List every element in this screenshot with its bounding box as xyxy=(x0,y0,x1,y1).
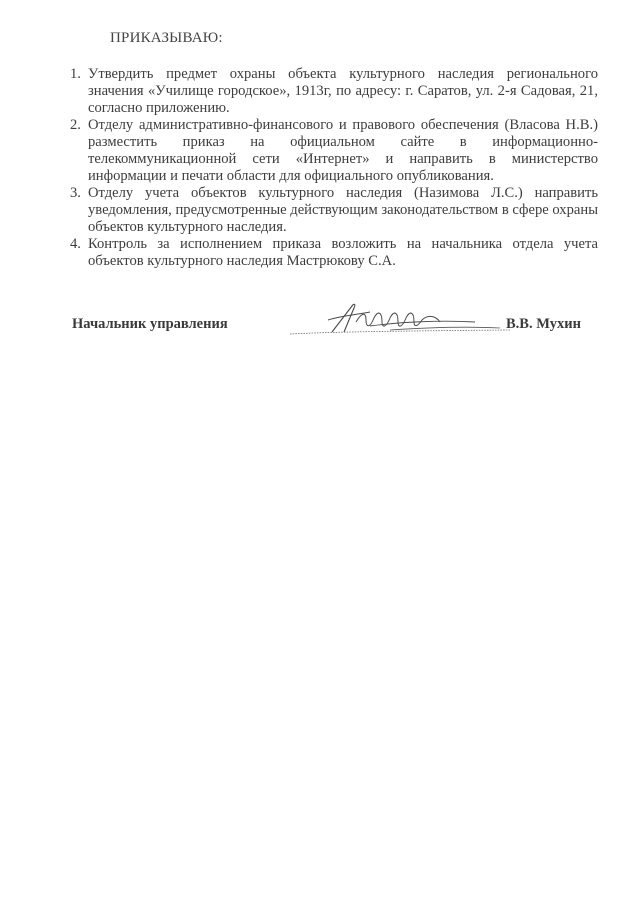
item-number: 2. xyxy=(70,117,81,133)
item-text: Отделу учета объектов культурного наследия (Назимова Л.С.) направить уведомления, предусмотренные действующим законодательством в сфере охраны объектов культурного наследия. xyxy=(88,185,598,235)
item-number: 4. xyxy=(70,236,81,252)
order-items-list xyxy=(70,66,598,270)
order-item xyxy=(70,236,598,270)
order-heading: ПРИКАЗЫВАЮ: xyxy=(110,30,223,46)
signature-block xyxy=(72,312,600,352)
signatory-title: Начальник управления xyxy=(72,316,228,332)
order-item xyxy=(70,185,598,236)
item-text: Утвердить предмет охраны объекта культурного наследия регионального значения «Училище городское», 1913г, по адресу: г. Саратов, ул. 2-я Садовая, 21, согласно приложению. xyxy=(88,66,598,116)
item-text: Отделу административно-финансового и правового обеспечения (Власова Н.В.) разместить приказ на официальном сайте в информационно-телекоммуникационной сети «Интернет» и направить в министерство информации и печати области для официального опубликования. xyxy=(88,117,598,184)
order-item xyxy=(70,66,598,117)
item-number: 1. xyxy=(70,66,81,82)
signatory-name: В.В. Мухин xyxy=(506,316,581,332)
order-item xyxy=(70,117,598,185)
handwritten-signature xyxy=(270,298,520,342)
item-number: 3. xyxy=(70,185,81,201)
item-text: Контроль за исполнением приказа возложить на начальника отдела учета объектов культурного наследия Мастрюкову С.А. xyxy=(88,236,598,269)
